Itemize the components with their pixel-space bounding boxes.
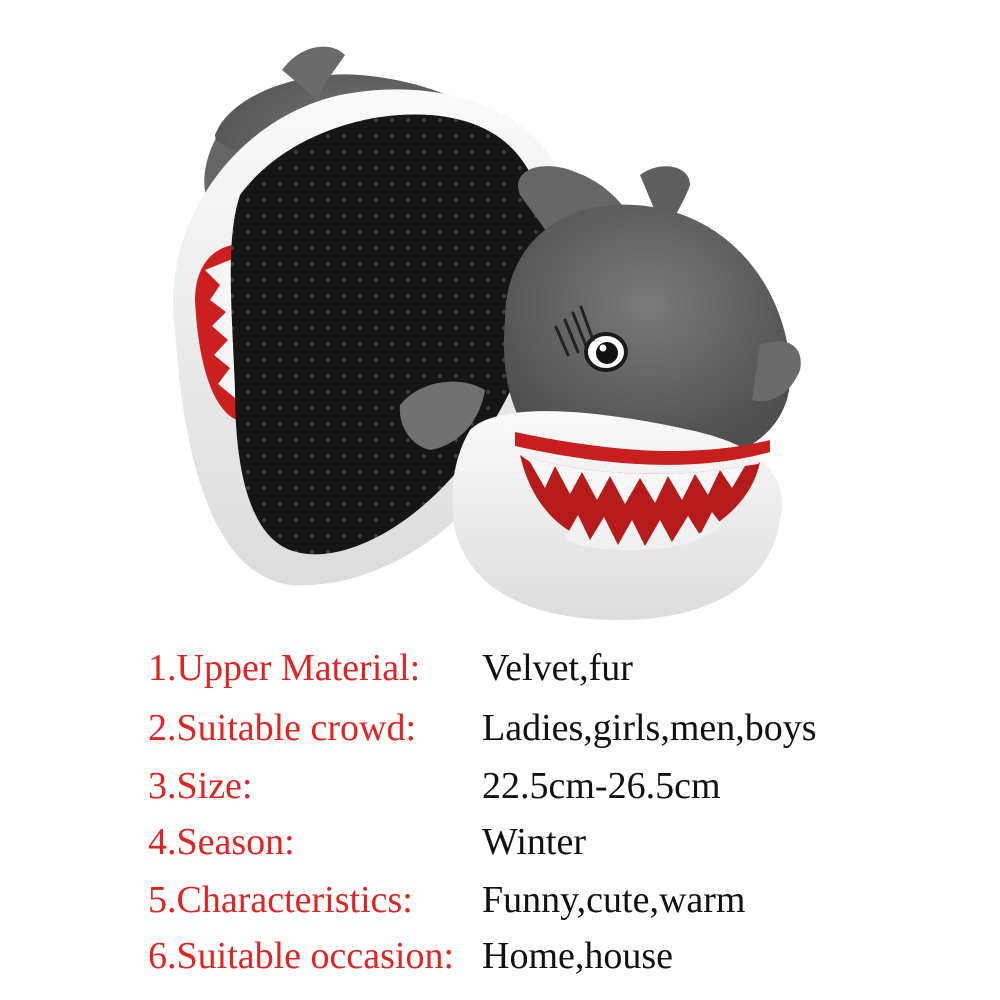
spec-value: Home,house [482,935,674,977]
spec-label: 3.Size: [148,765,253,807]
spec-value: 22.5cm-26.5cm [482,765,721,807]
spec-value: Ladies,girls,men,boys [482,707,817,749]
spec-label: 1.Upper Material: [148,647,421,689]
spec-value: Velvet,fur [482,647,633,689]
spec-row-suitable-crowd [0,700,1000,756]
spec-label: 6.Suitable occasion: [148,935,455,977]
spec-label: 5.Characteristics: [148,879,413,921]
spec-label: 4.Season: [148,821,295,863]
spec-row-upper-material [0,640,1000,696]
spec-list [0,640,1000,1000]
spec-row-suitable-occasion [0,928,1000,984]
spec-label: 2.Suitable crowd: [148,707,417,749]
spec-value: Winter [482,821,586,863]
spec-row-season [0,814,1000,870]
spec-row-characteristics [0,872,1000,928]
spec-value: Funny,cute,warm [482,879,746,921]
spec-row-size [0,758,1000,814]
